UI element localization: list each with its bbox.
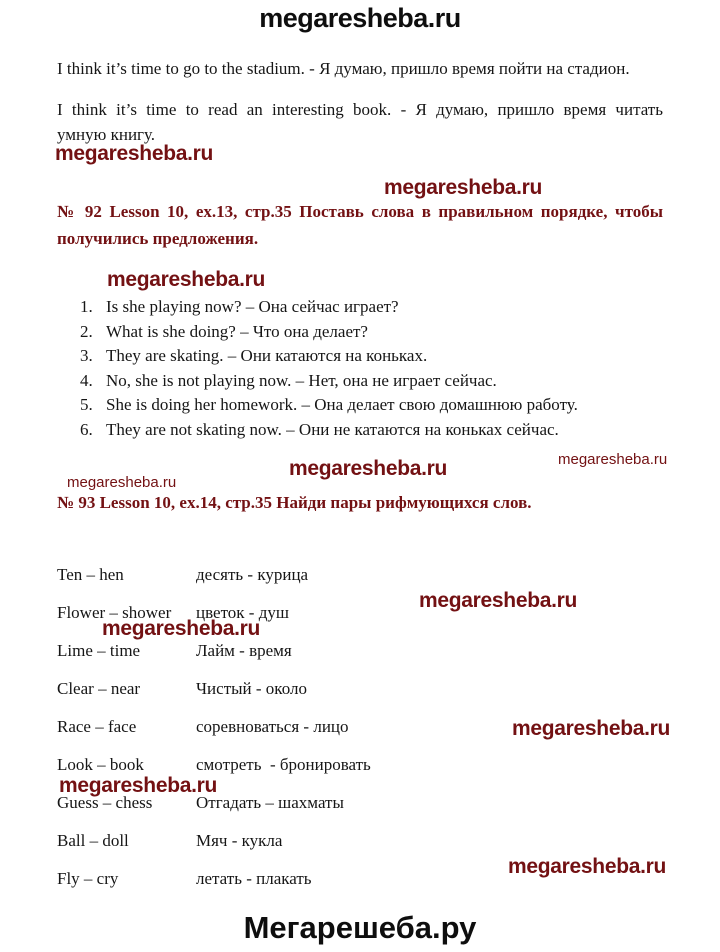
intro-sentence-2 bbox=[57, 97, 663, 147]
rhyme-pair-ru: Отгадать – шахматы bbox=[196, 793, 344, 812]
exercise-93-heading: № 93 Lesson 10, ex.14, стр.35 Найди пары рифмующихся слов. bbox=[57, 493, 532, 512]
watermark: megaresheba.ru bbox=[107, 268, 266, 291]
rhyme-pair-ru: летать - плакать bbox=[196, 869, 312, 888]
list-item-number: 6. bbox=[80, 419, 93, 439]
list-item-text: Is she playing now? – Она сейчас играет? bbox=[106, 297, 399, 316]
list-item-text: No, she is not playing now. – Нет, она не играет сейчас. bbox=[106, 370, 497, 390]
list-item bbox=[80, 418, 660, 443]
list-item-text: They are not skating now. – Они не катаются на коньках сейчас. bbox=[106, 419, 559, 439]
page-title: megaresheba.ru bbox=[259, 3, 461, 33]
watermark: megaresheba.ru bbox=[384, 176, 543, 199]
exercise-92-list bbox=[80, 295, 660, 443]
list-item-text: What is she doing? – Что она делает? bbox=[106, 321, 368, 341]
rhyme-pair-en: Ten – hen bbox=[57, 565, 124, 584]
list-item-text: They are skating. – Они катаются на коньках. bbox=[106, 346, 428, 366]
rhyme-pair-ru: Чистый - около bbox=[196, 679, 307, 698]
rhyme-pair-ru: соревноваться - лицо bbox=[196, 717, 349, 736]
list-item bbox=[80, 369, 660, 394]
list-item-number: 3. bbox=[80, 346, 93, 366]
watermark: megaresheba.ru bbox=[55, 142, 214, 165]
watermark: megaresheba.ru bbox=[558, 451, 668, 468]
list-item bbox=[80, 393, 660, 418]
watermark: megaresheba.ru bbox=[102, 617, 261, 640]
list-item-text: She is doing her homework. – Она делает свою домашнюю работу. bbox=[106, 395, 578, 415]
watermark: megaresheba.ru bbox=[59, 774, 218, 797]
watermark: megaresheba.ru bbox=[512, 717, 671, 740]
intro-sentence-2-line-2: умную книгу. bbox=[57, 125, 156, 144]
list-item-number: 1. bbox=[80, 297, 93, 316]
list-item bbox=[80, 295, 660, 320]
intro-sentence-1: I think it’s time to go to the stadium. - Я думаю, пришло время пойти на стадион. bbox=[57, 59, 630, 78]
exercise-92-heading-line-1: № 92 Lesson 10, ex.13, стр.35 Поставь слова в правильном порядке, чтобы bbox=[57, 202, 663, 221]
exercise-92-heading bbox=[57, 198, 663, 252]
exercise-92-heading-line-2: получились предложения. bbox=[57, 229, 259, 248]
rhyme-pair-ru: Лайм - время bbox=[196, 641, 292, 660]
rhyme-pair-en: Lime – time bbox=[57, 641, 141, 660]
list-item-number: 2. bbox=[80, 321, 93, 341]
rhyme-pair-en: Look – book bbox=[57, 755, 144, 774]
rhyme-pair-en: Guess – chess bbox=[57, 793, 153, 812]
watermark: megaresheba.ru bbox=[419, 589, 578, 612]
footer-brand: Мегарешеба.ру bbox=[243, 910, 477, 945]
rhyme-pair-ru: цветок - душ bbox=[196, 603, 289, 622]
list-item-number: 4. bbox=[80, 370, 93, 390]
watermark: megaresheba.ru bbox=[508, 855, 667, 878]
watermark: megaresheba.ru bbox=[289, 457, 448, 480]
rhyme-pair-ru: смотреть - бронировать bbox=[196, 755, 371, 774]
list-item bbox=[80, 320, 660, 345]
list-item-number: 5. bbox=[80, 395, 93, 415]
rhyme-pair-en: Clear – near bbox=[57, 679, 141, 698]
rhyme-pair-row bbox=[57, 640, 663, 678]
rhyme-pair-en: Fly – cry bbox=[57, 869, 119, 888]
rhyme-pair-en: Ball – doll bbox=[57, 831, 129, 850]
rhyme-pair-ru: Мяч - кукла bbox=[196, 831, 283, 850]
intro-sentence-2-line-1: I think it’s time to read an interesting book. - Я думаю, пришло время читать bbox=[57, 100, 663, 119]
rhyme-pair-en: Flower – shower bbox=[57, 603, 172, 622]
watermark: megaresheba.ru bbox=[67, 474, 177, 491]
rhyme-pair-row bbox=[57, 678, 663, 716]
list-item bbox=[80, 344, 660, 369]
rhyme-pair-en: Race – face bbox=[57, 717, 137, 736]
rhyme-pair-ru: десять - курица bbox=[196, 565, 309, 584]
